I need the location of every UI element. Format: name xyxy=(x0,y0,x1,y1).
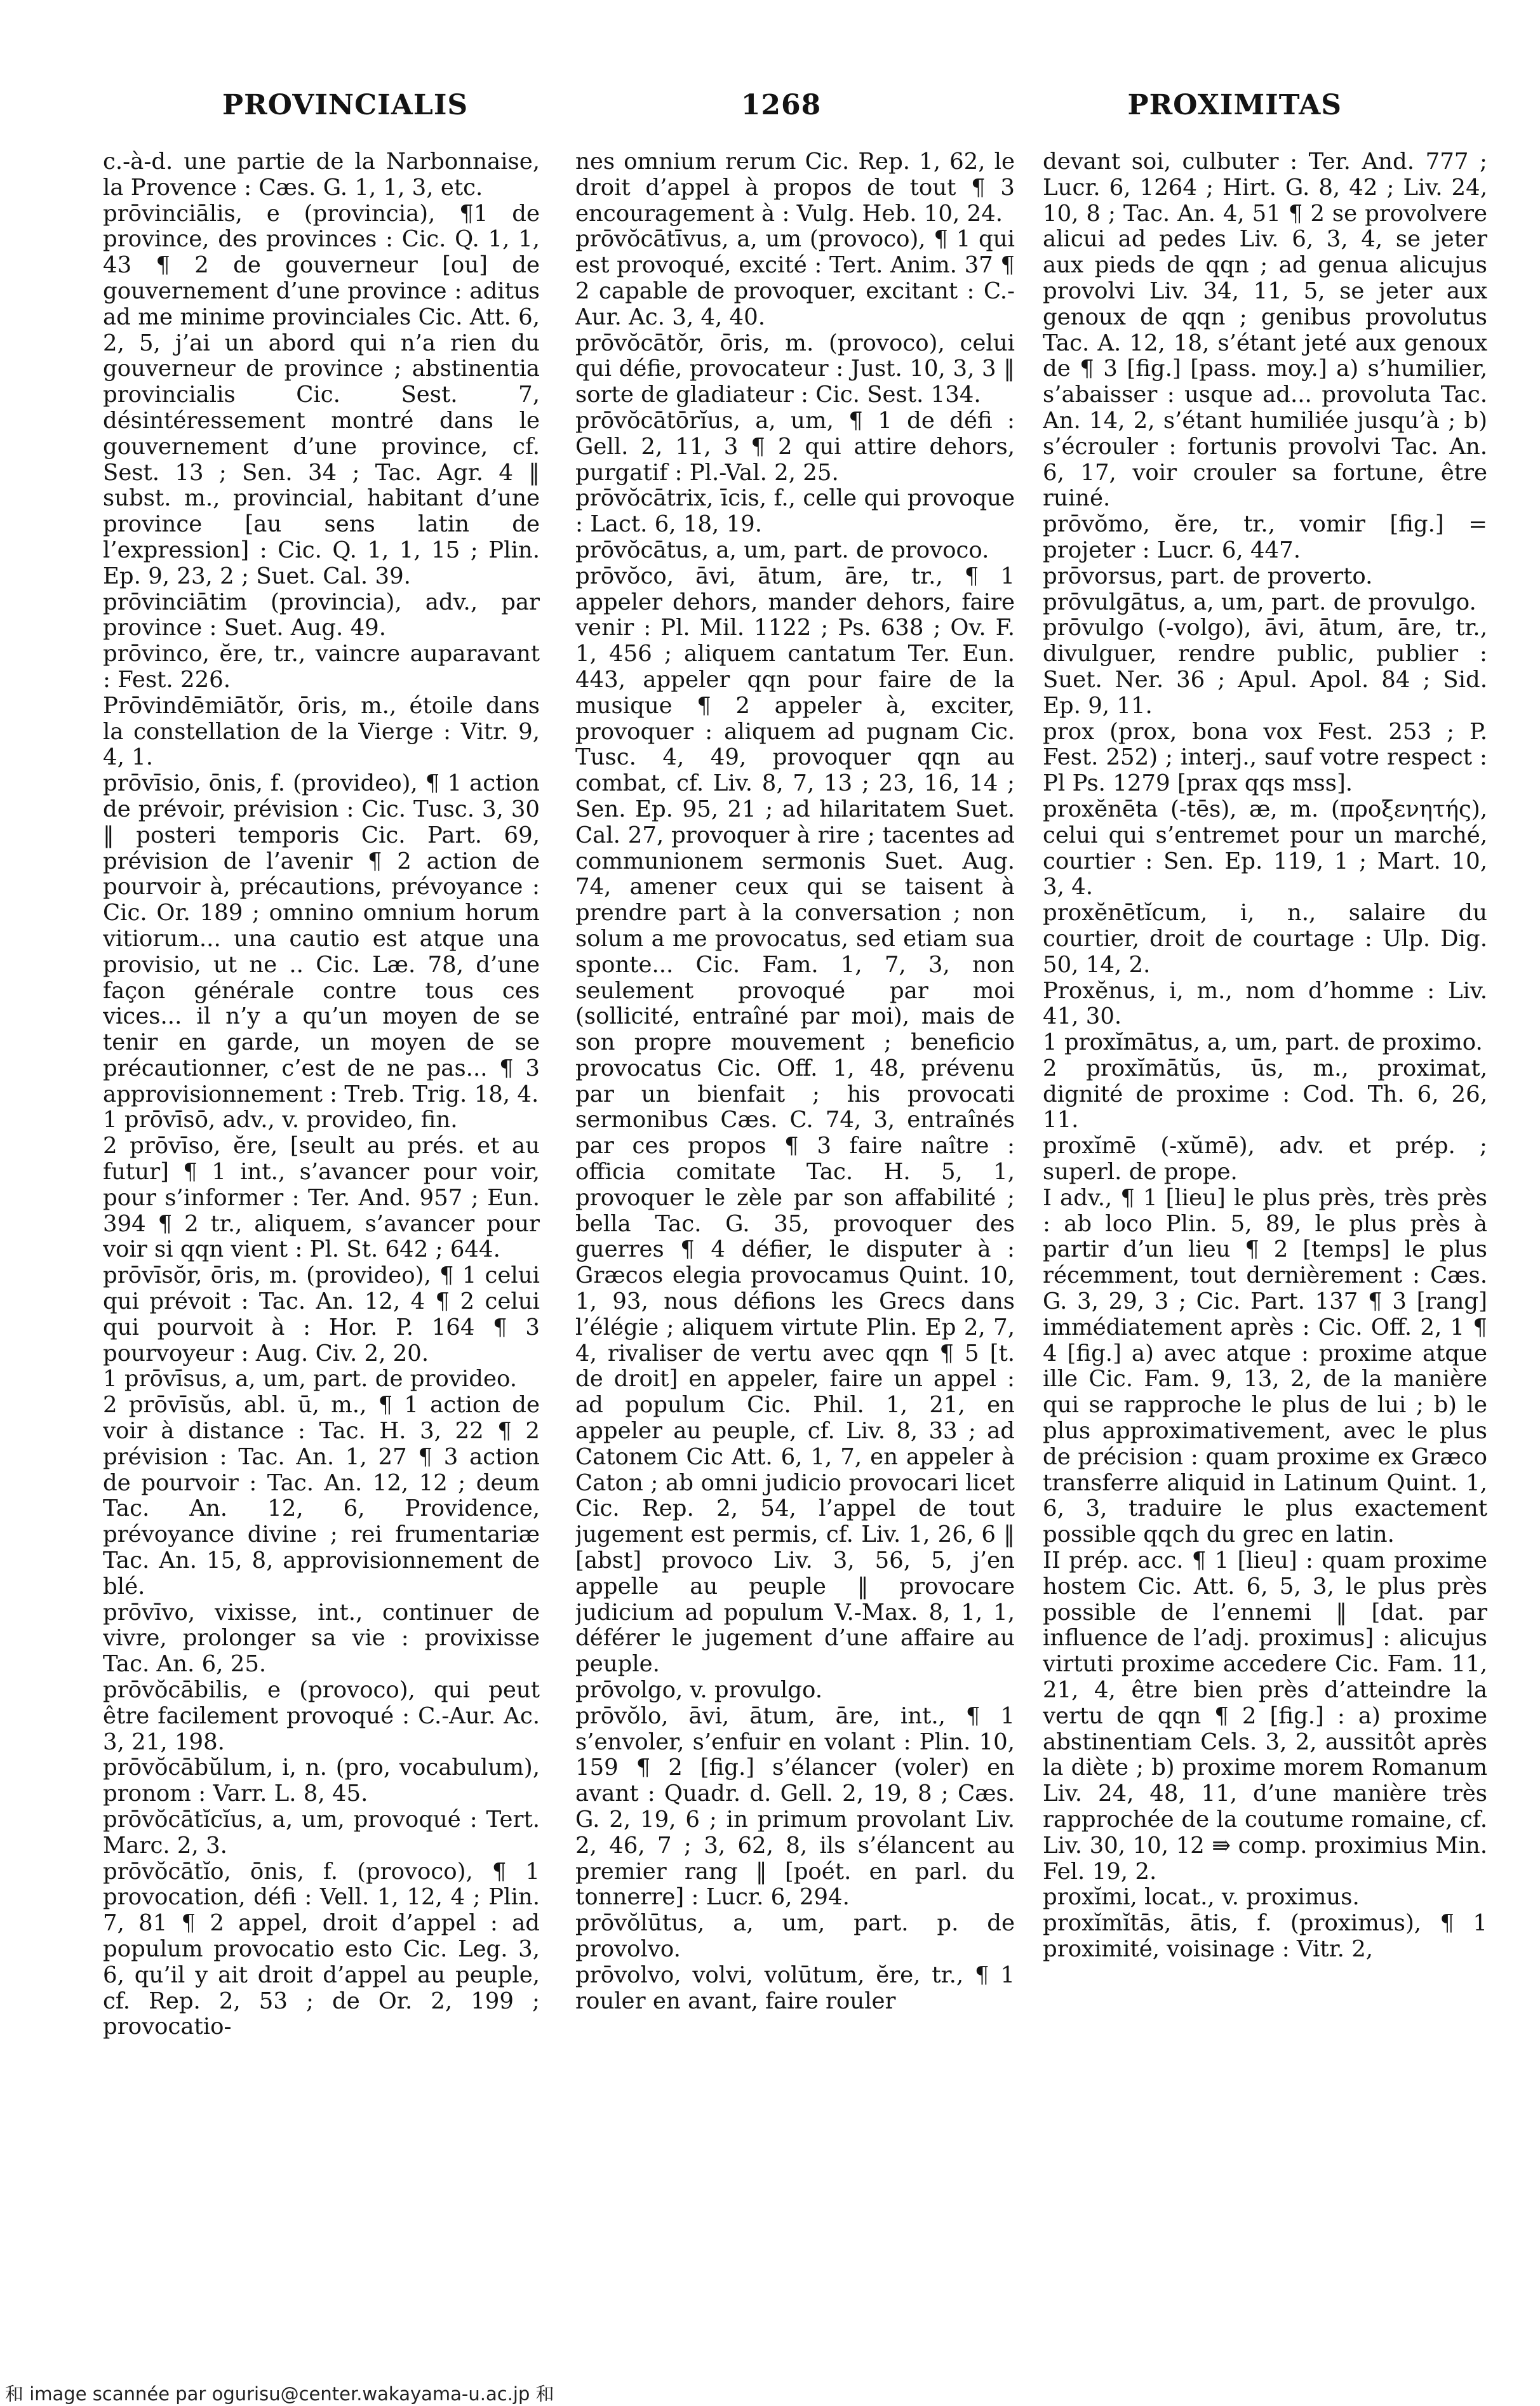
entry: prōvŏcātōrĭus, a, um, ¶ 1 de défi : Gell. 2, 11, 3 ¶ 2 qui attire dehors, purgatif : Pl.-Val. 2, 25. xyxy=(575,407,1015,486)
column-left xyxy=(103,149,540,2327)
entry: prōvŏcātĭcĭus, a, um, provoqué : Tert. Marc. 2, 3. xyxy=(103,1807,540,1859)
entry: prōvulgātus, a, um, part. de provulgo. xyxy=(1043,589,1476,615)
entry: 1 prōvīsō, adv., v. provideo, fin. xyxy=(103,1107,458,1133)
entry: prōvŏmo, ĕre, tr., vomir [fig.] = projeter : Lucr. 6, 447. xyxy=(1043,511,1487,563)
entry: prōvolgo, v. provulgo. xyxy=(575,1677,823,1704)
entry: prōvinco, ĕre, tr., vaincre auparavant : Fest. 226. xyxy=(103,641,540,693)
entry: Prōvindēmiātŏr, ōris, m., étoile dans la constellation de la Vierge : Vitr. 9, 4, 1. xyxy=(103,692,540,771)
page-number: 1268 xyxy=(740,89,822,121)
entry: prōvinciātim (provincia), adv., par province : Suet. Aug. 49. xyxy=(103,589,540,641)
entry: prōvŏcātŏr, ōris, m. (provoco), celui qui défie, provocateur : Just. 10, 3, 3 ‖ sorte de gladiateur : Cic. Sest. 134. xyxy=(575,330,1015,408)
entry: proxĭmē (-xŭmē), adv. et prép. ; superl. de prope. xyxy=(1043,1133,1487,1186)
scan-credit-footer: 和 image scannée par ogurisu@center.wakayama-u.ac.jp 和 xyxy=(5,2383,554,2405)
entry: proxĕnēta (-tēs), æ, m. (προξενητής), celui qui s’entremet pour un marché, courtier : Sen. Ep. 119, 1 ; Mart. 10, 3, 4. xyxy=(1043,796,1487,900)
entry: prōvīvo, vixisse, int., continuer de vivre, prolonger sa vie : provixisse Tac. An. 6, 25. xyxy=(103,1599,540,1678)
entry: prōvŏlūtus, a, um, part. p. de provolvo. xyxy=(575,1910,1015,1962)
running-head-right: PROXIMITAS xyxy=(1127,89,1342,121)
column-middle xyxy=(575,149,1015,2327)
entry: proxĭmi, locat., v. proximus. xyxy=(1043,1884,1360,1911)
entry: II prép. acc. ¶ 1 [lieu] : quam proxime hostem Cic. Att. 6, 5, 3, le plus près possible de l’ennemi ‖ [dat. par influence de l’adj. proximus] : alicujus virtuti proxime accedere Cic. Fam. 11, 21, 4, être bien près d’atteindre la vertu de qqn ¶ 2 [fig.] : a) proxime abstinentiam Cels. 3, 2, aussitôt après la diète ; b) proxime morem Romanum Liv. 24, 48, 11, d’une manière très rapprochée de la coutume romaine, cf. Liv. 30, 10, 12 ⇛ comp. proximius Min. Fel. 19, 2. xyxy=(1043,1547,1487,1885)
entry: c.-à-d. une partie de la Narbonnaise, la Provence : Cæs. G. 1, 1, 3, etc. xyxy=(103,149,540,201)
entry: prōvīsio, ōnis, f. (provideo), ¶ 1 action de prévoir, prévision : Cic. Tusc. 3, 30 ‖ posteri temporis Cic. Part. 69, prévision de l’avenir ¶ 2 action de pourvoir à, précautions, prévoyance : Cic. Or. 189 ; omnino omnium horum vitiorum... una cautio est atque una provisio, ut ne .. Cic. Læ. 78, d’une façon générale contre tous ces vices... il n’y a qu’un moyen de se tenir en garde, un moyen de se précautionner, c’est de ne pas... ¶ 3 approvisionnement : Treb. Trig. 18, 4. xyxy=(103,770,540,1107)
entry: prōvŏcābilis, e (provoco), qui peut être facilement provoqué : C.-Aur. Ac. 3, 21, 198. xyxy=(103,1677,540,1755)
entry: 1 prōvīsus, a, um, part. de provideo. xyxy=(103,1366,518,1393)
entry: 1 proxĭmātus, a, um, part. de proximo. xyxy=(1043,1029,1483,1056)
entry: prox (prox, bona vox Fest. 253 ; P. Fest. 252) ; interj., sauf votre respect : Pl Ps. 1279 [prax qqs mss]. xyxy=(1043,718,1487,797)
entry: devant soi, culbuter : Ter. And. 777 ; Lucr. 6, 1264 ; Hirt. G. 8, 42 ; Liv. 24, 10, 8 ; Tac. An. 4, 51 ¶ 2 se provolvere alicui ad pedes Liv. 6, 3, 4, se jeter aux pieds de qqn ; ad genua alicujus provolvi Liv. 34, 11, 5, se jeter aux genoux de qqn ; genibus provolutus Tac. A. 12, 18, s’étant jeté aux genoux de ¶ 3 [fig.] [pass. moy.] a) s’humilier, s’abaisser : usque ad... provoluta Tac. An. 14, 2, s’étant humiliée jusqu’à ; b) s’écrouler : fortunis provolvi Tac. An. 6, 17, voir crouler sa fortune, être ruiné. xyxy=(1043,149,1487,512)
running-head-left: PROVINCIALIS xyxy=(222,89,469,121)
entry: prōvulgo (-volgo), āvi, ātum, āre, tr., divulguer, rendre public, publier : Suet. Ner. 36 ; Apul. Apol. 84 ; Sid. Ep. 9, 11. xyxy=(1043,615,1487,719)
entry: prōvŏcābŭlum, i, n. (pro, vocabulum), pronom : Varr. L. 8, 45. xyxy=(103,1754,540,1807)
entry: 2 proxĭmātŭs, ūs, m., proximat, dignité de proxime : Cod. Th. 6, 26, 11. xyxy=(1043,1055,1487,1133)
entry: prōvŏco, āvi, ātum, āre, tr., ¶ 1 appeler dehors, mander dehors, faire venir : Pl. Mil. 1122 ; Ps. 638 ; Ov. F. 1, 456 ; aliquem cantatum Ter. Eun. 443, appeler qqn pour faire de la musique ¶ 2 appeler à, exciter, provoquer : aliquem ad pugnam Cic. Tusc. 4, 49, provoquer qqn au combat, cf. Liv. 8, 7, 13 ; 23, 16, 14 ; Sen. Ep. 95, 21 ; ad hilaritatem Suet. Cal. 27, provoquer à rire ; tacentes ad communionem sermonis Suet. Aug. 74, amener ceux qui se taisent à prendre part à la conversation ; non solum a me provocatus, sed etiam sua sponte... Cic. Fam. 1, 7, 3, non seulement provoqué par moi (sollicité, entraîné par moi), mais de son propre mouvement ; beneficio provocatus Cic. Off. 1, 48, prévenu par un bienfait ; his provocati sermonibus Cæs. C. 74, 3, entraînés par ces propos ¶ 3 faire naître : officia comitate Tac. H. 5, 1, provoquer le zèle par son affabilité ; bella Tac. G. 35, provoquer des guerres ¶ 4 défier, le disputer à : Græcos elegia provocamus Quint. 10, 1, 93, nous défions les Grecs dans l’élégie ; aliquem virtute Plin. Ep 2, 7, 4, rivaliser de vertu avec qqn ¶ 5 [t. de droit] en appeler, faire un appel : ad populum Cic. Phil. 1, 21, en appeler au peuple, cf. Liv. 8, 33 ; ad Catonem Cic Att. 6, 1, 7, en appeler à Caton ; ab omni judicio provocari licet Cic. Rep. 2, 54, l’appel de tout jugement est permis, cf. Liv. 1, 26, 6 ‖ [abst] provoco Liv. 3, 56, 5, j’en appelle au peuple ‖ provocare judicium ad populum V.-Max. 8, 1, 1, déférer le jugement d’une affaire au peuple. xyxy=(575,563,1015,1678)
entry: prōvŏcātīvus, a, um (provoco), ¶ 1 qui est provoqué, excité : Tert. Anim. 37 ¶ 2 capable de provoquer, excitant : C.-Aur. Ac. 3, 4, 40. xyxy=(575,226,1015,330)
entry: Proxĕnus, i, m., nom d’homme : Liv. 41, 30. xyxy=(1043,977,1487,1030)
column-right xyxy=(1043,149,1487,2327)
entry: proxĭmĭtās, ātis, f. (proximus), ¶ 1 proximité, voisinage : Vitr. 2, xyxy=(1043,1910,1487,1962)
entry: 2 prōvīsŭs, abl. ū, m., ¶ 1 action de voir à distance : Tac. H. 3, 22 ¶ 2 prévision : Tac. An. 1, 27 ¶ 3 action de pourvoir : Tac. An. 12, 12 ; deum Tac. An. 12, 6, Providence, prévoyance divine ; rei frumentariæ Tac. An. 15, 8, approvisionnement de blé. xyxy=(103,1392,540,1600)
entry: prōvŏcātĭo, ōnis, f. (provoco), ¶ 1 provocation, défi : Vell. 1, 12, 4 ; Plin. 7, 81 ¶ 2 appel, droit d’appel : ad populum provocatio esto Cic. Leg. 3, 6, qu’il y ait droit d’appel au peuple, cf. Rep. 2, 53 ; de Or. 2, 199 ; provocatio- xyxy=(103,1858,540,2040)
entry: nes omnium rerum Cic. Rep. 1, 62, le droit d’appel à propos de tout ¶ 3 encouragement à : Vulg. Heb. 10, 24. xyxy=(575,149,1015,227)
entry: I adv., ¶ 1 [lieu] le plus près, très près : ab loco Plin. 5, 89, le plus près à partir d’un lieu ¶ 2 [temps] le plus récemment, tout dernièrement : Cæs. G. 3, 29, 3 ; Cic. Part. 137 ¶ 3 [rang] immédiatement après : Cic. Off. 2, 1 ¶ 4 [fig.] a) avec atque : proxime atque ille Cic. Fam. 9, 13, 2, de la manière qui se rapproche le plus de lui ; b) le plus approximativement, avec le plus de précision : quam proxime ex Græco transferre aliquid in Latinum Quint. 1, 6, 3, traduire le plus exactement possible qqch du grec en latin. xyxy=(1043,1184,1487,1548)
entry: prōvŏlo, āvi, ātum, āre, int., ¶ 1 s’envoler, s’enfuir en volant : Plin. 10, 159 ¶ 2 [fig.] s’élancer (voler) en avant : Quadr. d. Gell. 2, 19, 8 ; Cæs. G. 2, 19, 6 ; in primum provolant Liv. 2, 46, 7 ; 3, 62, 8, ils s’élancent au premier rang ‖ [poét. en parl. du tonnerre] : Lucr. 6, 294. xyxy=(575,1702,1015,1911)
entry: prōvorsus, part. de proverto. xyxy=(1043,563,1373,589)
entry: prōvīsŏr, ōris, m. (provideo), ¶ 1 celui qui prévoit : Tac. An. 12, 4 ¶ 2 celui qui pourvoit à : Hor. P. 164 ¶ 3 pourvoyeur : Aug. Civ. 2, 20. xyxy=(103,1262,540,1367)
entry: 2 prōvīso, ĕre, [seult au prés. et au futur] ¶ 1 int., s’avancer pour voir, pour s’informer : Ter. And. 957 ; Eun. 394 ¶ 2 tr., aliquem, s’avancer pour voir si qqn vient : Pl. St. 642 ; 644. xyxy=(103,1133,540,1263)
entry: proxĕnētĭcum, i, n., salaire du courtier, droit de courtage : Ulp. Dig. 50, 14, 2. xyxy=(1043,900,1487,978)
entry: prōvŏcātus, a, um, part. de provoco. xyxy=(575,537,989,563)
entry: prōvinciālis, e (provincia), ¶1 de province, des provinces : Cic. Q. 1, 1, 43 ¶ 2 de gouverneur [ou] de gouvernement d’une province : aditus ad me minime provinciales Cic. Att. 6, 2, 5, j’ai un abord qui n’a rien du gouverneur de province ; abstinentia provincialis Cic. Sest. 7, désintéressement montré dans le gouvernement d’une province, cf. Sest. 13 ; Sen. 34 ; Tac. Agr. 4 ‖ subst. m., provincial, habitant d’une province [au sens latin de l’expression] : Cic. Q. 1, 1, 15 ; Plin. Ep. 9, 23, 2 ; Suet. Cal. 39. xyxy=(103,200,540,589)
entry: prōvŏcātrix, īcis, f., celle qui provoque : Lact. 6, 18, 19. xyxy=(575,485,1015,538)
entry: prōvolvo, volvi, volūtum, ĕre, tr., ¶ 1 rouler en avant, faire rouler xyxy=(575,1962,1015,2014)
